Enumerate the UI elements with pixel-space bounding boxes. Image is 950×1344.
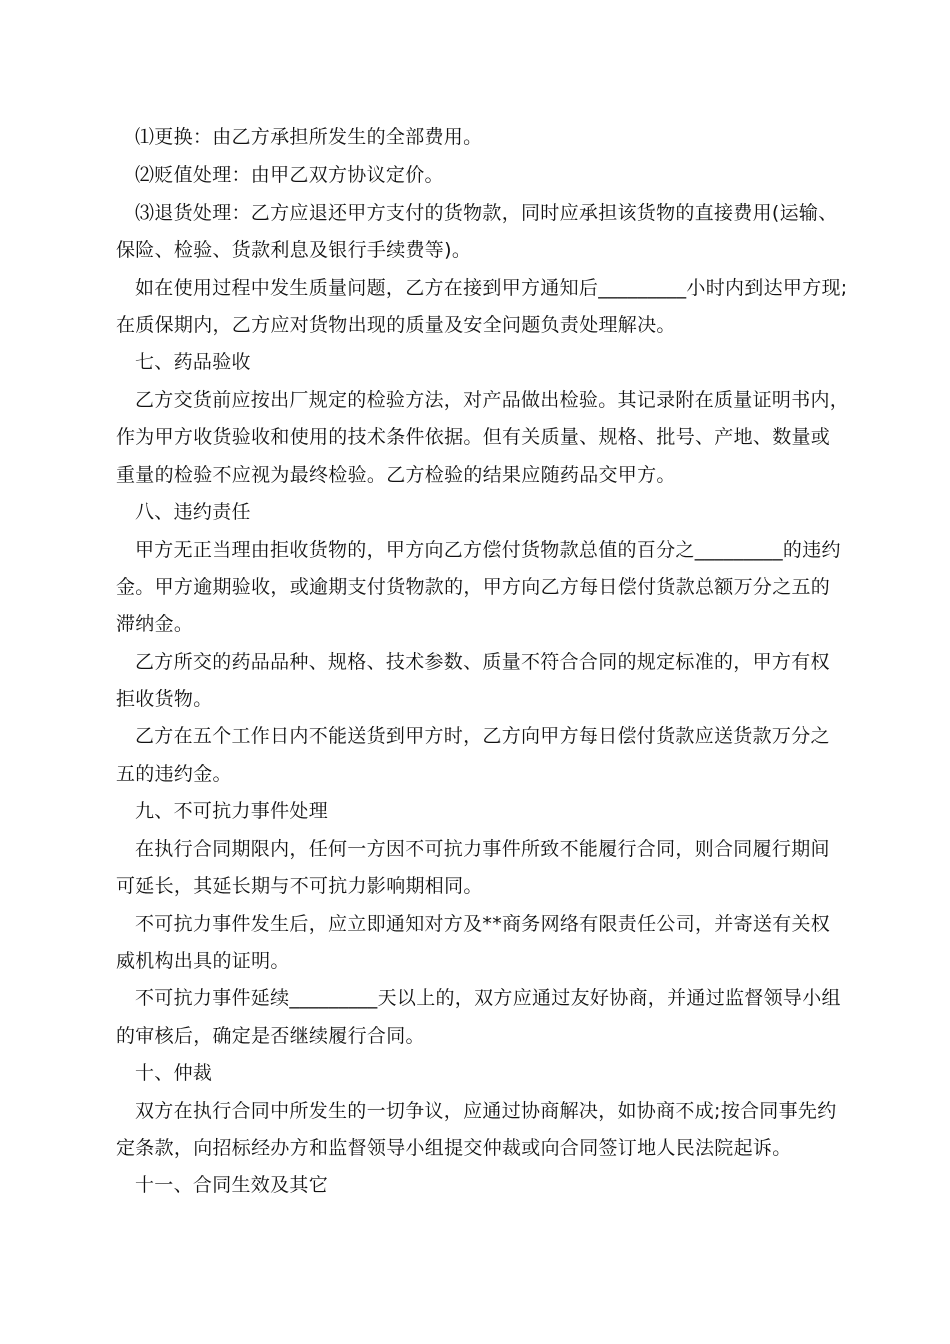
body-line — [0, 871, 950, 901]
body-line — [0, 122, 950, 152]
body-line — [0, 160, 950, 190]
line-text: 乙方所交的药品品种、规格、技术参数、质量不符合合同的规定标准的，甲方有权 — [135, 651, 830, 673]
body-line — [0, 647, 950, 677]
body-line — [0, 273, 950, 303]
body-line — [0, 385, 950, 415]
line-text: ⑴更换：由乙方承担所发生的全部费用。 — [135, 126, 483, 148]
line-text: 在质保期内，乙方应对货物出现的质量及安全问题负责处理解决。 — [116, 314, 676, 336]
line-text: 不可抗力事件发生后，应立即通知对方及**商务网络有限责任公司，并寄送有关权 — [135, 913, 831, 935]
body-line — [0, 946, 950, 976]
line-text: 金。甲方逾期验收，或逾期支付货物款的，甲方向乙方每日偿付货款总额万分之五的 — [116, 576, 831, 598]
line-text: 可延长，其延长期与不可抗力影响期相同。 — [116, 875, 483, 897]
line-text: 不可抗力事件延续_________天以上的，双方应通过友好协商，并通过监督领导小组 — [135, 987, 841, 1009]
line-text: ⑵贬值处理：由甲乙双方协议定价。 — [135, 164, 444, 186]
section-heading — [0, 347, 950, 377]
section-heading — [0, 1058, 950, 1088]
body-line — [0, 235, 950, 265]
line-text: 作为甲方收货验收和使用的技术条件依据。但有关质量、规格、批号、产地、数量或 — [116, 426, 831, 448]
section-heading — [0, 1170, 950, 1200]
body-line — [0, 684, 950, 714]
body-line — [0, 759, 950, 789]
body-line — [0, 572, 950, 602]
body-line — [0, 909, 950, 939]
body-line — [0, 310, 950, 340]
line-text: 保险、检验、货款利息及银行手续费等)。 — [116, 239, 472, 261]
line-text: 的审核后，确定是否继续履行合同。 — [116, 1025, 425, 1047]
line-text: 重量的检验不应视为最终检验。乙方检验的结果应随药品交甲方。 — [116, 464, 676, 486]
heading-text: 八、违约责任 — [135, 501, 251, 523]
body-line — [0, 422, 950, 452]
line-text: 甲方无正当理由拒收货物的，甲方向乙方偿付货物款总值的百分之_________的违约 — [135, 539, 841, 561]
body-line — [0, 460, 950, 490]
line-text: 威机构出具的证明。 — [116, 950, 290, 972]
line-text: 乙方交货前应按出厂规定的检验方法，对产品做出检验。其记录附在质量证明书内， — [135, 389, 850, 411]
heading-text: 十一、合同生效及其它 — [135, 1174, 329, 1196]
body-line — [0, 1096, 950, 1126]
line-text: 滞纳金。 — [116, 613, 194, 635]
body-line — [0, 198, 950, 228]
heading-text: 七、药品验收 — [135, 351, 251, 373]
line-text: 在执行合同期限内，任何一方因不可抗力事件所致不能履行合同，则合同履行期间 — [135, 838, 830, 860]
line-text: 拒收货物。 — [116, 688, 213, 710]
section-heading — [0, 497, 950, 527]
body-line — [0, 535, 950, 565]
line-text: 双方在执行合同中所发生的一切争议，应通过协商解决，如协商不成;按合同事先约 — [135, 1100, 837, 1122]
line-text: 乙方在五个工作日内不能送货到甲方时，乙方向甲方每日偿付货款应送货款万分之 — [135, 725, 830, 747]
line-text: 定条款，向招标经办方和监督领导小组提交仲裁或向合同签订地人民法院起诉。 — [116, 1137, 792, 1159]
body-line — [0, 1133, 950, 1163]
body-line — [0, 834, 950, 864]
body-line — [0, 1021, 950, 1051]
body-line — [0, 609, 950, 639]
line-text: 五的违约金。 — [116, 763, 232, 785]
body-line — [0, 983, 950, 1013]
heading-text: 十、仲裁 — [135, 1062, 213, 1084]
section-heading — [0, 796, 950, 826]
body-line — [0, 721, 950, 751]
line-text: ⑶退货处理：乙方应退还甲方支付的货物款，同时应承担该货物的直接费用(运输、 — [135, 202, 838, 224]
heading-text: 九、不可抗力事件处理 — [135, 800, 329, 822]
line-text: 如在使用过程中发生质量问题，乙方在接到甲方通知后_________小时内到达甲方现; — [135, 277, 848, 299]
